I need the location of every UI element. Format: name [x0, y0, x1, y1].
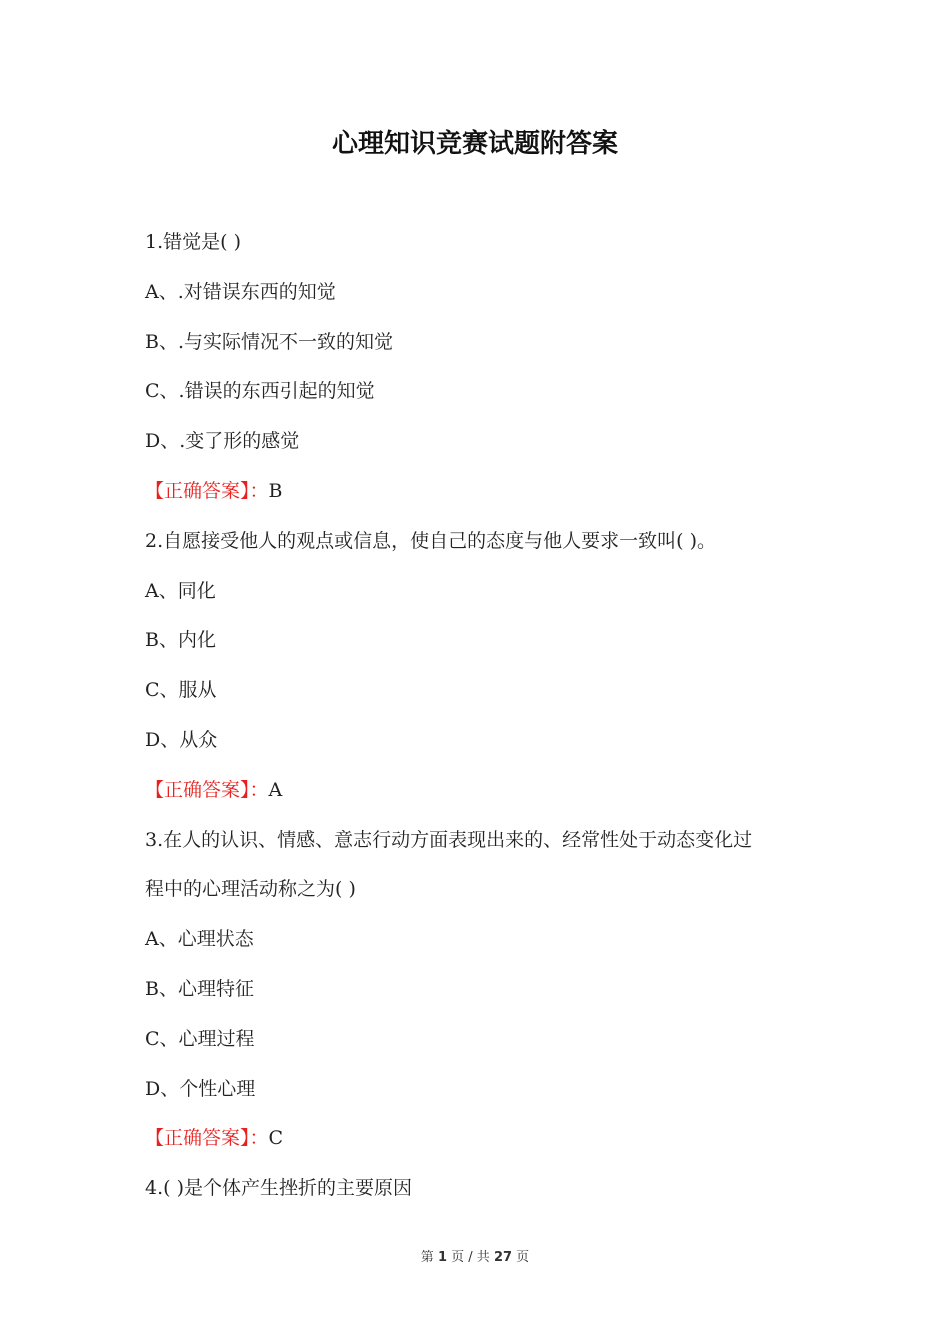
answer-line: [145, 770, 825, 820]
option-b: B、.与实际情况不一致的知觉: [145, 330, 394, 353]
option-b: B、内化: [145, 629, 216, 652]
question-stem: 2.自愿接受他人的观点或信息，使自己的态度与他人要求一致叫( )。: [145, 529, 716, 552]
answer-value: A: [268, 778, 283, 801]
answer-separator: ：: [249, 1127, 269, 1150]
answer-value: B: [268, 479, 283, 502]
option-a: A、心理状态: [145, 928, 254, 951]
current-page-number: 1: [437, 1250, 447, 1265]
option-a: A、同化: [145, 579, 216, 602]
answer-line: [145, 471, 825, 521]
answer-value: C: [268, 1127, 284, 1150]
option-c: C、心理过程: [145, 1027, 255, 1050]
option-d: D、个性心理: [145, 1077, 256, 1100]
option-b: B、心理特征: [145, 977, 254, 1000]
option-c: C、.错误的东西引起的知觉: [145, 380, 375, 403]
question-stem: 3.在人的认识、情感、意志行动方面表现出来的、经常性处于动态变化过: [145, 828, 753, 851]
total-page-count: 27: [493, 1250, 513, 1265]
option-a: A、.对错误东西的知觉: [145, 280, 336, 303]
footer-prefix: 第: [420, 1250, 434, 1265]
page-footer: [0, 1246, 950, 1265]
question-stem: 4.( )是个体产生挫折的主要原因: [145, 1177, 412, 1200]
footer-mid: 页 / 共: [451, 1250, 490, 1265]
option-c: C、服从: [145, 679, 217, 702]
answer-separator: ：: [249, 479, 269, 502]
answer-separator: ：: [249, 778, 269, 801]
question-stem-continued: 程中的心理活动称之为( ): [145, 878, 356, 901]
answer-label: 【正确答案】: [145, 479, 250, 502]
document-title: 心理知识竞赛试题附答案: [331, 129, 618, 159]
option-d: D、从众: [145, 728, 218, 751]
question-list: [145, 222, 825, 1218]
question-stem: 1.错觉是( ): [145, 231, 241, 253]
option-d: D、.变了形的感觉: [145, 430, 300, 453]
footer-suffix: 页: [516, 1250, 530, 1265]
answer-line: [145, 1118, 825, 1168]
answer-label: 【正确答案】: [145, 778, 250, 801]
answer-label: 【正确答案】: [145, 1127, 250, 1150]
